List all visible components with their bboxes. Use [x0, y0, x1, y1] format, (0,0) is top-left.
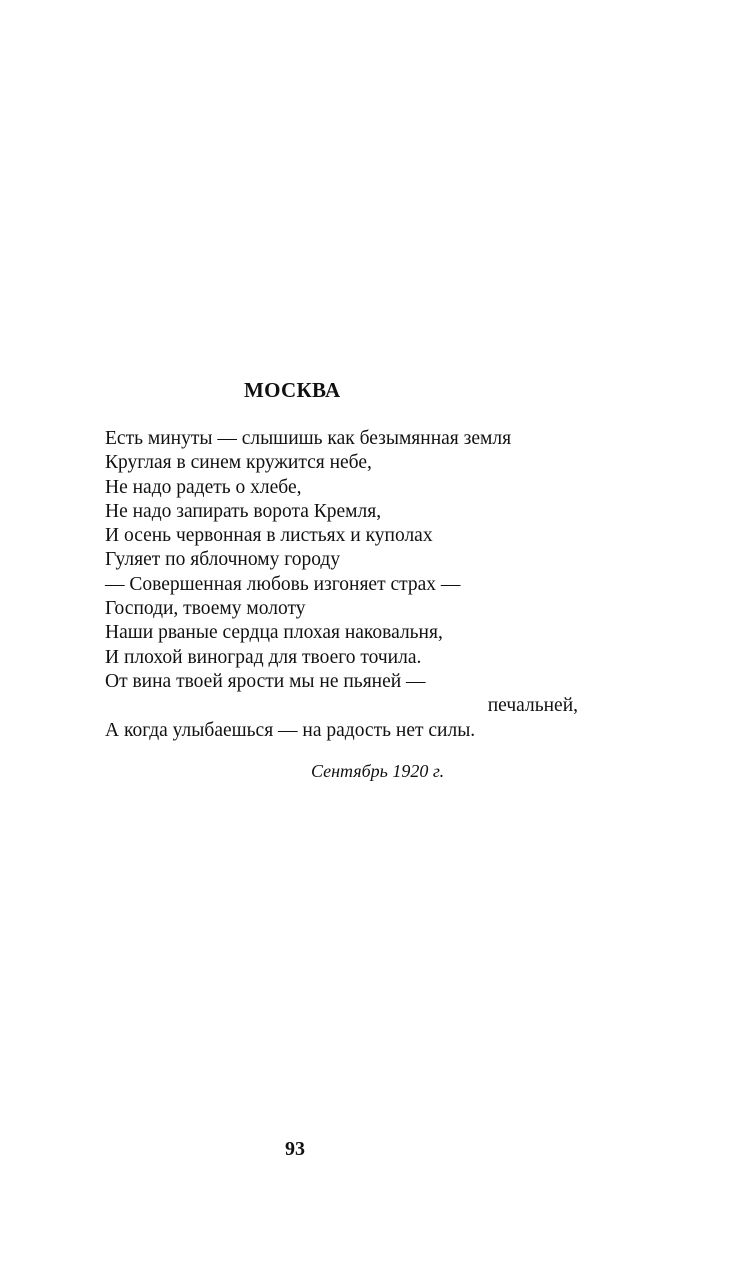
- page-number: 93: [285, 1138, 305, 1160]
- verse-line: — Совершенная любовь изгоняет страх —: [105, 573, 461, 595]
- verse-line: Круглая в синем кружится небе,: [105, 452, 372, 474]
- verse-line: Не надо радеть о хлебе,: [105, 476, 302, 498]
- poem-date: Сентябрь 1920 г.: [311, 761, 445, 781]
- poem-title: МОСКВА: [244, 378, 341, 402]
- verse-line: И плохой виноград для твоего точила.: [105, 646, 422, 668]
- verse-line: Гуляет по яблочному городу: [105, 549, 341, 571]
- verse-line: Наши рваные сердца плохая наковальня,: [105, 622, 443, 644]
- verse-line: Господи, твоему молоту: [105, 598, 306, 620]
- verse-line: Не надо запирать ворота Кремля,: [105, 500, 382, 522]
- verse-line: И осень червонная в листьях и куполах: [105, 525, 433, 547]
- verse-line-continuation: печальней,: [487, 695, 578, 717]
- verse-line: А когда улыбаешься — на радость нет силы.: [105, 719, 476, 741]
- verse-line: От вина твоей ярости мы не пьяней —: [105, 670, 426, 692]
- poem-body: [105, 427, 585, 743]
- verse-line: Есть минуты — слышишь как безымянная земля: [105, 428, 512, 449]
